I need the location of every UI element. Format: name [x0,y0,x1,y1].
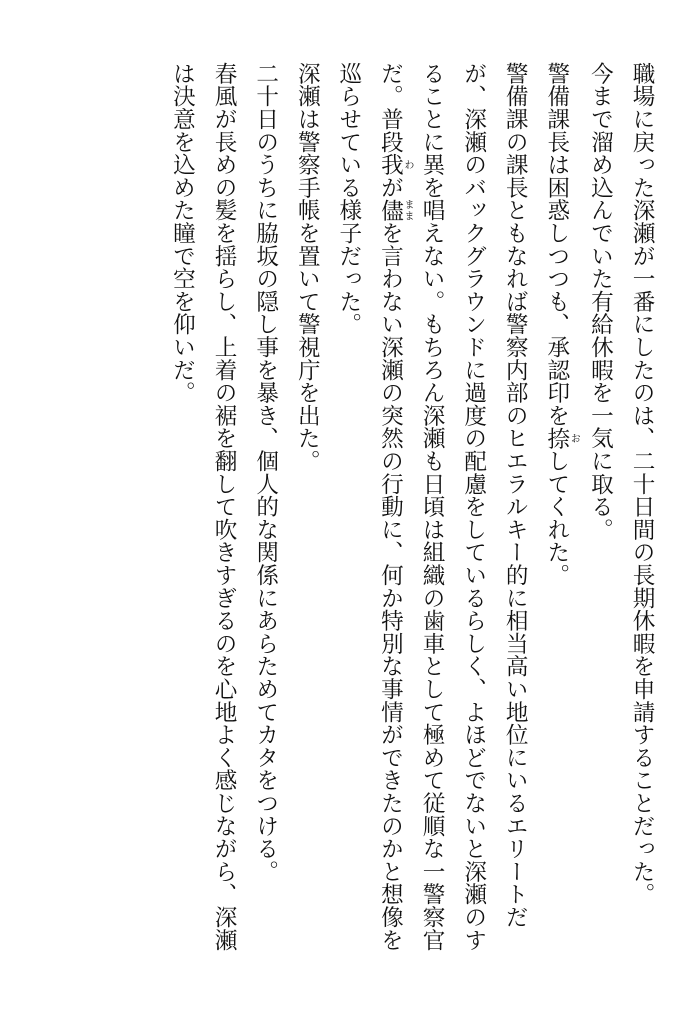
paragraph-4: 警備課の課長ともなれば警察内部のヒエラルキー的に相当高い地位にいるエリートだが、深瀬のバックグラウンドに過度の配慮をしているらしく、よほどでないと深瀬のすることに異を唱えない。もちろん深瀬も日頃は組織の歯車として極めて従順な一警察官だ。普段我わが儘ままを言わない深瀬の突然の行動に、何か特別な事情ができたのかと想像を巡らせている様子だった。 [335,62,529,952]
vertical-text-column [161,62,662,962]
ruby-wa: 我わ [377,153,413,177]
paragraph-3: 警備課長は困惑しつつも、承認印を捺おしてくれた。 [543,62,580,587]
paragraph-6: 二十日のうちに脇坂の隠し事を暴き、個人的な関係にあらためてカタをつける。 [252,62,279,883]
paragraph-5: 深瀬は警察手帳を置いて警視庁を出た。 [294,62,321,473]
ruby-reading-mama: まま [401,198,413,222]
paragraph-7: 春風が長めの髪を揺らし、上着の裾を翻して吹きすぎるのを心地よく感じながら、深瀬は決意を込めた瞳で空を仰いだ。 [169,62,238,952]
paragraph-1: 職場に戻った深瀬が一番にしたのは、二十日間の長期休暇を申請することだった。 [629,62,655,906]
ruby-reading-wa: わ [401,153,413,176]
ruby-mama: 儘まま [377,198,413,222]
ruby-reading-oshite: お [568,426,580,450]
ruby-oshite: 捺お [543,426,580,450]
paragraph-2: 今まで溜め込んでいた有給休暇を一気に取る。 [587,62,614,541]
